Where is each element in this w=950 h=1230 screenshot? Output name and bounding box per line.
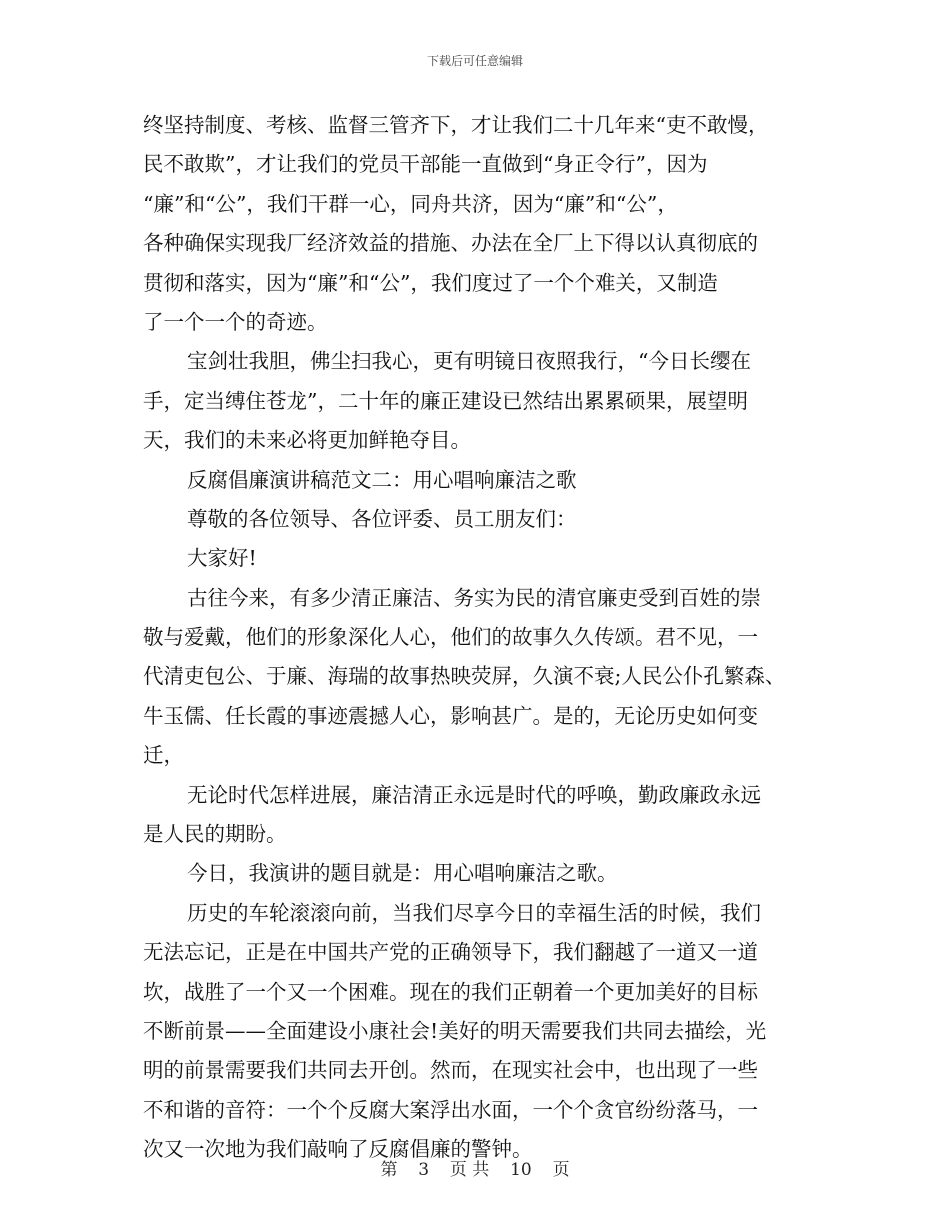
text-line: 明的前景需要我们共同去开创。然而，在现实社会中，也出现了一些 [143, 1058, 758, 1083]
text-line: 敬与爱戴，他们的形象深化人心，他们的故事久久传颂。君不见，一 [143, 625, 758, 650]
text-line: 无论时代怎样进展，廉洁清正永远是时代的呼唤，勤政廉政永远 [187, 782, 761, 807]
page-header: 下载后可任意编辑 [426, 54, 523, 68]
text-line: 手，定当缚住苍龙”，二十年的廉正建设已然结出累累硕果，展望明 [143, 388, 748, 413]
footer-mid: 页 共 [449, 1160, 490, 1180]
text-line: 牛玉儒、任长霞的事迹震撼人心，影响甚广。是的，无论历史如何变 [143, 703, 758, 728]
text-line: 民不敢欺”，才让我们的党员干部能一直做到“身正令行”，因为 [143, 152, 708, 177]
text-line: 古往今来，有多少清正廉洁、务实为民的清官廉吏受到百姓的崇 [187, 585, 761, 610]
text-line: 无法忘记，正是在中国共产党的正确领导下，我们翻越了一道又一道 [143, 940, 758, 965]
page-footer [0, 1155, 950, 1180]
current-page-number: 3 [418, 1160, 430, 1180]
text-line: 历史的车轮滚滚向前，当我们尽享今日的幸福生活的时候，我们 [187, 900, 761, 925]
text-line: 各种确保实现我厂经济效益的措施、办法在全厂上下得以认真彻底的 [143, 231, 758, 256]
document-body [143, 106, 843, 1170]
text-line: 代清吏包公、于廉、海瑞的故事热映荧屏，久演不衰;人民公仆孔繁森、 [143, 664, 786, 689]
total-page-number: 10 [510, 1160, 532, 1180]
text-line: 不和谐的音符：一个个反腐大案浮出水面，一个个贪官纷纷落马，一 [143, 1097, 758, 1122]
footer-suffix: 页 [552, 1160, 570, 1180]
text-line: 次又一次地为我们敲响了反腐倡廉的警钟。 [143, 1137, 533, 1162]
text-line: 贯彻和落实，因为“廉”和“公”，我们度过了一个个难关，又制造 [143, 270, 718, 295]
text-line: 尊敬的各位领导、各位评委、员工朋友们： [187, 506, 577, 531]
text-line: 大家好! [187, 546, 257, 571]
text-line: 坎，战胜了一个又一个困难。现在的我们正朝着一个更加美好的目标 [143, 979, 758, 1004]
text-line: 反腐倡廉演讲稿范文二：用心唱响廉洁之歌 [187, 467, 577, 492]
footer-prefix: 第 [380, 1160, 398, 1180]
text-line: 是人民的期盼。 [143, 822, 287, 847]
text-line: 迁， [143, 743, 184, 768]
text-line: 终坚持制度、考核、监督三管齐下，才让我们二十几年来“吏不敢慢， [143, 113, 769, 137]
text-line: 不断前景——全面建设小康社会!美好的明天需要我们共同去描绘，光 [143, 1018, 767, 1043]
text-line: “廉”和“公”，我们干群一心，同舟共济，因为“廉”和“公”， [143, 191, 678, 216]
text-line: 天，我们的未来必将更加鲜艳夺目。 [143, 428, 471, 453]
text-line: 宝剑壮我胆，佛尘扫我心，更有明镜日夜照我行，“今日长缨在 [187, 349, 751, 374]
text-line: 今日，我演讲的题目就是：用心唱响廉洁之歌。 [187, 861, 618, 886]
text-line: 了一个一个的奇迹。 [143, 309, 328, 334]
